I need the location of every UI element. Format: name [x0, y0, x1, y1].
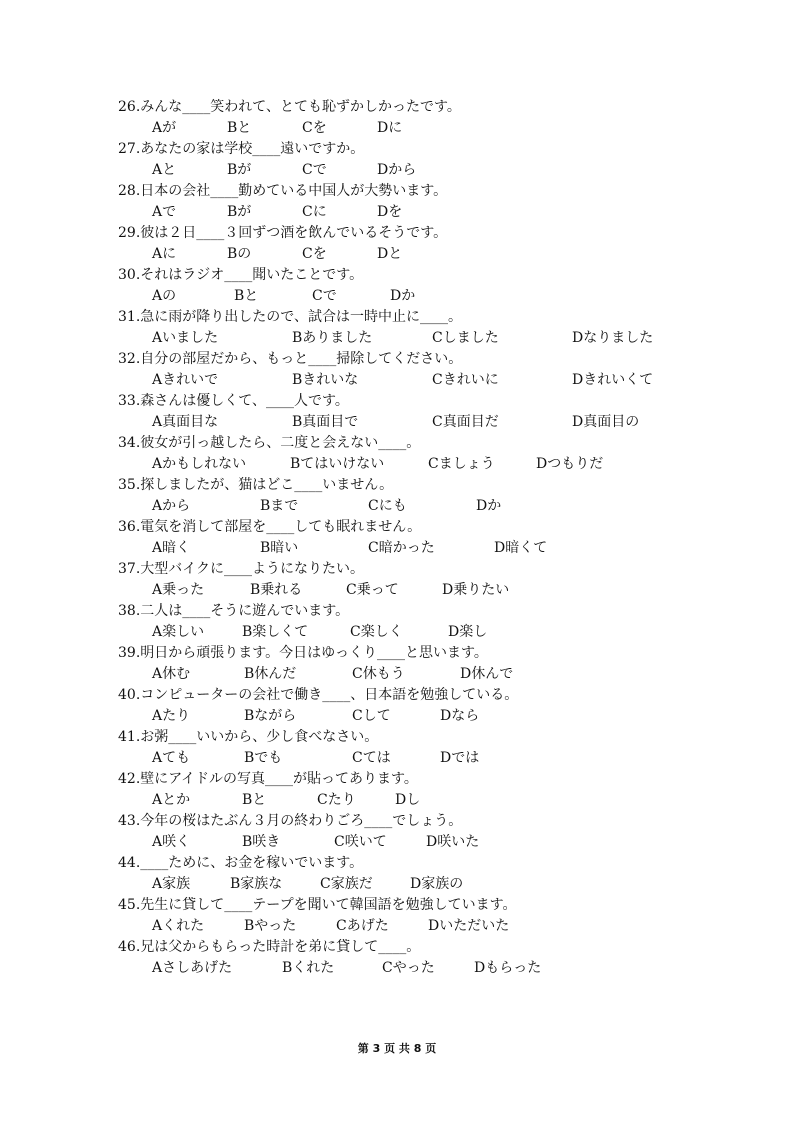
options-row [118, 748, 718, 769]
option-b: Bが [227, 204, 252, 220]
option-c: Cにも [368, 498, 407, 514]
question-26 [118, 97, 718, 139]
option-b: B暗い [260, 540, 299, 556]
options-row [118, 370, 718, 391]
option-b: Bてはいけない [290, 456, 385, 472]
option-d: Dいただいた [428, 918, 510, 934]
option-d: Dか [390, 288, 416, 304]
option-c: Cたり [317, 792, 356, 808]
option-c: Cては [352, 750, 391, 766]
option-b: Bが [227, 162, 252, 178]
option-c: Cあげた [336, 918, 389, 934]
question-text: 35.探しましたが、猫はどこ____いません。 [118, 477, 394, 493]
question-35 [118, 475, 718, 517]
options-row [118, 832, 718, 853]
option-d: Dつもりだ [536, 456, 604, 472]
option-a: Aさしあげた [152, 960, 233, 976]
option-a: A暗く [152, 540, 191, 556]
option-b: Bと [227, 120, 252, 136]
options-row [118, 958, 718, 979]
option-b: B咲き [242, 834, 281, 850]
option-c: Cを [302, 246, 327, 262]
question-text: 39.明日から頑張ります。今日はゆっくり____と思います。 [118, 645, 488, 661]
option-b: Bの [227, 246, 252, 262]
question-45 [118, 895, 718, 937]
option-b: Bと [242, 792, 267, 808]
option-d: D楽し [448, 624, 488, 640]
option-a: Aきれいで [152, 372, 219, 388]
option-d: Dに [377, 120, 403, 136]
question-text: 40.コンピューターの会社で働き____、日本語を勉強している。 [118, 687, 519, 703]
options-row [118, 202, 718, 223]
option-b: B家族な [230, 876, 283, 892]
question-text: 30.それはラジオ____聞いたことです。 [118, 267, 364, 283]
question-text: 42.壁にアイドルの写真____が貼ってあります。 [118, 771, 418, 787]
options-row [118, 622, 718, 643]
option-a: Aとか [152, 792, 191, 808]
option-d: Dなりました [572, 330, 654, 346]
question-34 [118, 433, 718, 475]
question-38 [118, 601, 718, 643]
question-28 [118, 181, 718, 223]
option-a: Aくれた [152, 918, 205, 934]
option-d: Dでは [440, 750, 480, 766]
option-a: Aても [152, 750, 191, 766]
option-a: Aから [152, 498, 191, 514]
option-d: Dなら [440, 708, 480, 724]
options-row [118, 496, 718, 517]
option-a: Aいました [152, 330, 219, 346]
option-d: D家族の [410, 876, 464, 892]
option-c: C楽しく [350, 624, 403, 640]
option-b: B乗れる [250, 582, 303, 598]
question-text: 36.電気を消して部屋を____しても眠れません。 [118, 519, 422, 535]
option-a: Aと [152, 162, 177, 178]
option-c: Cしました [432, 330, 499, 346]
question-27 [118, 139, 718, 181]
question-text: 27.あなたの家は学校____遠いですか。 [118, 141, 365, 157]
option-c: Cましょう [428, 456, 495, 472]
option-b: B休んだ [244, 666, 297, 682]
question-32 [118, 349, 718, 391]
question-text: 38.二人は____そうに遊んでいます。 [118, 603, 350, 619]
option-a: Aかもしれない [152, 456, 247, 472]
option-d: D暗くて [494, 540, 548, 556]
question-29 [118, 223, 718, 265]
options-row [118, 916, 718, 937]
option-d: D乗りたい [442, 582, 510, 598]
option-d: Dを [377, 204, 403, 220]
question-30 [118, 265, 718, 307]
question-36 [118, 517, 718, 559]
options-row [118, 286, 718, 307]
option-a: Aで [152, 204, 177, 220]
question-list [118, 97, 718, 979]
option-b: Bまで [260, 498, 299, 514]
option-b: Bでも [244, 750, 283, 766]
option-a: A真面目な [152, 414, 219, 430]
option-b: Bきれいな [292, 372, 359, 388]
option-a: A家族 [152, 876, 191, 892]
option-b: Bありました [292, 330, 373, 346]
options-row [118, 580, 718, 601]
option-d: Dもらった [474, 960, 542, 976]
option-d: Dと [377, 246, 403, 262]
question-42 [118, 769, 718, 811]
question-41 [118, 727, 718, 769]
question-text: 29.彼は２日____３回ずつ酒を飲んでいるそうです。 [118, 225, 448, 241]
option-b: Bと [234, 288, 259, 304]
option-c: C真面目だ [432, 414, 499, 430]
option-a: A休む [152, 666, 191, 682]
question-37 [118, 559, 718, 601]
option-d: Dか [476, 498, 502, 514]
options-row [118, 328, 718, 349]
option-a: A咲く [152, 834, 191, 850]
question-39 [118, 643, 718, 685]
option-c: C休もう [352, 666, 405, 682]
option-c: Cに [302, 204, 327, 220]
option-a: Aに [152, 246, 177, 262]
option-c: C乗って [346, 582, 399, 598]
option-d: Dきれいくて [572, 372, 654, 388]
options-row [118, 538, 718, 559]
option-c: Cを [302, 120, 327, 136]
question-text: 45.先生に貸して____テープを聞いて韓国語を勉強しています。 [118, 897, 517, 913]
options-row [118, 244, 718, 265]
option-a: A楽しい [152, 624, 205, 640]
question-text: 46.兄は父からもらった時計を弟に貸して____。 [118, 939, 421, 955]
option-d: D休んで [460, 666, 514, 682]
options-row [118, 118, 718, 139]
option-c: C咲いて [334, 834, 387, 850]
option-b: B真面目で [292, 414, 359, 430]
option-b: Bながら [244, 708, 297, 724]
question-44 [118, 853, 718, 895]
question-text: 37.大型バイクに____ようになりたい。 [118, 561, 364, 577]
question-text: 28.日本の会社____勤めている中国人が大勢います。 [118, 183, 448, 199]
question-text: 34.彼女が引っ越したら、二度と会えない____。 [118, 435, 421, 451]
question-43 [118, 811, 718, 853]
option-d: D咲いた [426, 834, 480, 850]
option-a: Aたり [152, 708, 191, 724]
question-text: 26.みんな____笑われて、とても恥ずかしかったです。 [118, 99, 461, 115]
page-number-footer: 第 3 页 共 8 页 [357, 1042, 437, 1055]
option-a: A乗った [152, 582, 205, 598]
options-row [118, 664, 718, 685]
option-c: Cきれいに [432, 372, 499, 388]
option-b: Bやった [244, 918, 297, 934]
option-b: Bくれた [282, 960, 335, 976]
question-40 [118, 685, 718, 727]
option-d: D真面目の [572, 414, 640, 430]
option-c: C暗かった [368, 540, 435, 556]
option-a: Aの [152, 288, 177, 304]
question-text: 32.自分の部屋だから、もっと____掃除してください。 [118, 351, 463, 367]
option-d: Dし [395, 792, 421, 808]
question-46 [118, 937, 718, 979]
options-row [118, 874, 718, 895]
options-row [118, 790, 718, 811]
option-c: Cして [352, 708, 391, 724]
options-row [118, 454, 718, 475]
question-text: 33.森さんは優しくて、____人です。 [118, 393, 349, 409]
options-row [118, 706, 718, 727]
question-text: 31.急に雨が降り出したので、試合は一時中止に____。 [118, 309, 462, 325]
options-row [118, 412, 718, 433]
question-31 [118, 307, 718, 349]
question-text: 43.今年の桜はたぶん３月の終わりごろ____でしょう。 [118, 813, 463, 829]
option-c: C家族だ [320, 876, 373, 892]
option-c: Cで [302, 162, 327, 178]
option-a: Aが [152, 120, 177, 136]
options-row [118, 160, 718, 181]
option-c: Cやった [382, 960, 435, 976]
question-33 [118, 391, 718, 433]
option-c: Cで [312, 288, 337, 304]
question-text: 41.お粥____いいから、少し食べなさい。 [118, 729, 379, 745]
option-b: B楽しくて [242, 624, 309, 640]
option-d: Dから [377, 162, 417, 178]
question-text: 44.____ために、お金を稼いでいます。 [118, 855, 364, 871]
